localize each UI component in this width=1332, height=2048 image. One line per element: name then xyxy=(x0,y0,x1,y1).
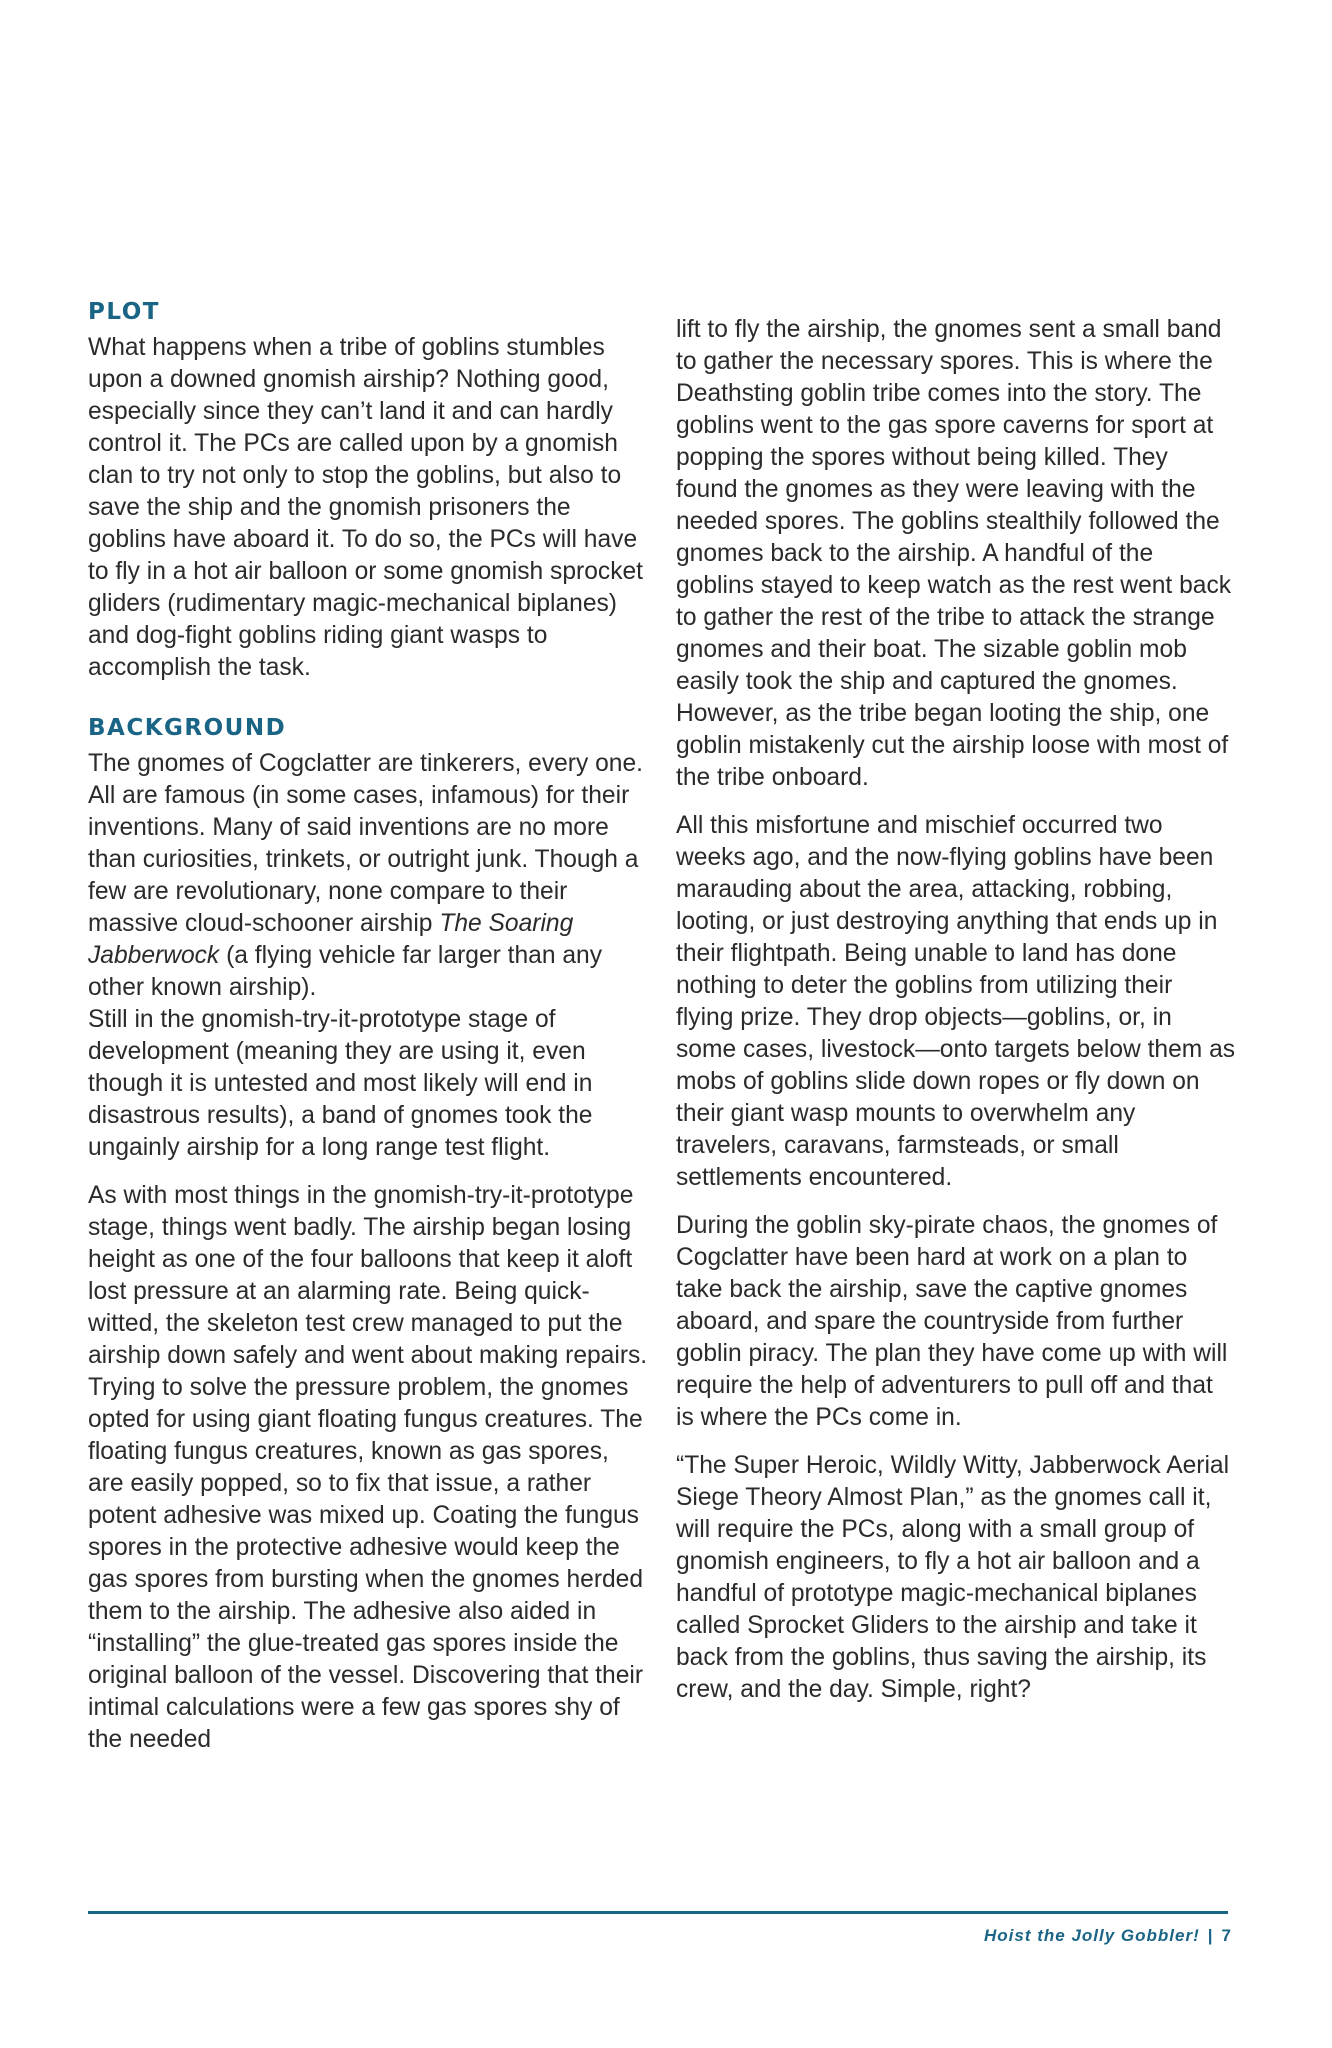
page-number: 7 xyxy=(1221,1926,1232,1945)
airship-name: The Soaring Jabberwock xyxy=(88,910,574,969)
right-column xyxy=(676,314,1236,1722)
background-paragraph-1-start: The gnomes of Cogclatter are tinkerers, every one. All are famous (in some cases, infamous) for their inventions. Many of said inventions are no more than curiosities, trinkets, or outright junk. Though a few are revolutionary, none compare to their massive cloud-schooner airship xyxy=(88,750,643,937)
background-paragraph-3: As with most things in the gnomish-try-it-prototype stage, things went badly. The airship began losing height as one of the four balloons that keep it aloft lost pressure at an alarming rate. Being quick-witted, the skeleton test crew managed to put the airship down safely and went about making repairs. Trying to solve the pressure problem, the gnomes opted for using giant floating fungus creatures. The floating fungus creatures, known as gas spores, are easily popped, so to fix that issue, a rather potent adhesive was mixed up. Coating the fungus spores in the protective adhesive would keep the gas spores from bursting when the gnomes herded them to the airship. The adhesive also aided in “installing” the glue-treated gas spores inside the original balloon of the vessel. Discovering that their intimal calculations were a few gas spores shy of the needed xyxy=(88,1182,648,1753)
right-paragraph-4: “The Super Heroic, Wildly Witty, Jabberwock Aerial Siege Theory Almost Plan,” as the gnomes call it, will require the PCs, along with a small group of gnomish engineers, to fly a hot air balloon and a handful of prototype magic-mechanical biplanes called Sprocket Gliders to the airship and take it back from the goblins, thus saving the airship, its crew, and the day. Simple, right? xyxy=(676,1452,1230,1703)
background-heading: BACKGROUND xyxy=(88,715,287,741)
footer-separator: | xyxy=(1207,1926,1214,1945)
right-paragraph-3: During the goblin sky-pirate chaos, the gnomes of Cogclatter have been hard at work on a plan to take back the airship, save the captive gnomes aboard, and spare the countryside from further goblin piracy. The plan they have come up with will require the help of adventurers to pull off and that is where the PCs come in. xyxy=(676,1212,1228,1431)
background-paragraph-2: Still in the gnomish-try-it-prototype stage of development (meaning they are using it, even though it is untested and most likely will end in disastrous results), a band of gnomes took the ungainly airship for a long range test flight. xyxy=(88,1006,593,1161)
background-paragraph-1-end: (a flying vehicle far larger than any other known airship). xyxy=(88,942,602,1001)
right-paragraph-2: All this misfortune and mischief occurred two weeks ago, and the now-flying goblins have been marauding about the area, attacking, robbing, looting, or just destroying anything that ends up in their flightpath. Being unable to land has done nothing to deter the goblins from utilizing their flying prize. They drop objects—goblins, or, in some cases, livestock—onto targets below them as mobs of goblins slide down ropes or fly down on their giant wasp mounts to overwhelm any travelers, caravans, farmsteads, or small settlements encountered. xyxy=(676,812,1236,1191)
page-footer xyxy=(984,1926,1232,1946)
footer-title: Hoist the Jolly Gobbler! xyxy=(984,1926,1200,1945)
background-paragraph-1 xyxy=(88,748,648,1004)
right-paragraph-1: lift to fly the airship, the gnomes sent a small band to gather the necessary spores. This is where the Deathsting goblin tribe comes into the story. The goblins went to the gas spore caverns for sport at popping the spores without being killed. They found the gnomes as they were leaving with the needed spores. The goblins stealthily followed the gnomes back to the airship. A handful of the goblins stayed to keep watch as the rest went back to gather the rest of the tribe to attack the strange gnomes and their boat. The sizable goblin mob easily took the ship and captured the gnomes. However, as the tribe began looting the ship, one goblin mistakenly cut the airship loose with most of the tribe onboard. xyxy=(676,316,1232,791)
footer-rule xyxy=(88,1911,1228,1914)
plot-heading: PLOT xyxy=(88,299,160,325)
plot-paragraph: What happens when a tribe of goblins stumbles upon a downed gnomish airship? Nothing good, especially since they can’t land it and can hardly control it. The PCs are called upon by a gnomish clan to try not only to stop the goblins, but also to save the ship and the gnomish prisoners the goblins have aboard it. To do so, the PCs will have to fly in a hot air balloon or some gnomish sprocket gliders (rudimentary magic-mechanical biplanes) and dog-fight goblins riding giant wasps to accomplish the task. xyxy=(88,334,644,681)
left-column xyxy=(88,296,648,1772)
